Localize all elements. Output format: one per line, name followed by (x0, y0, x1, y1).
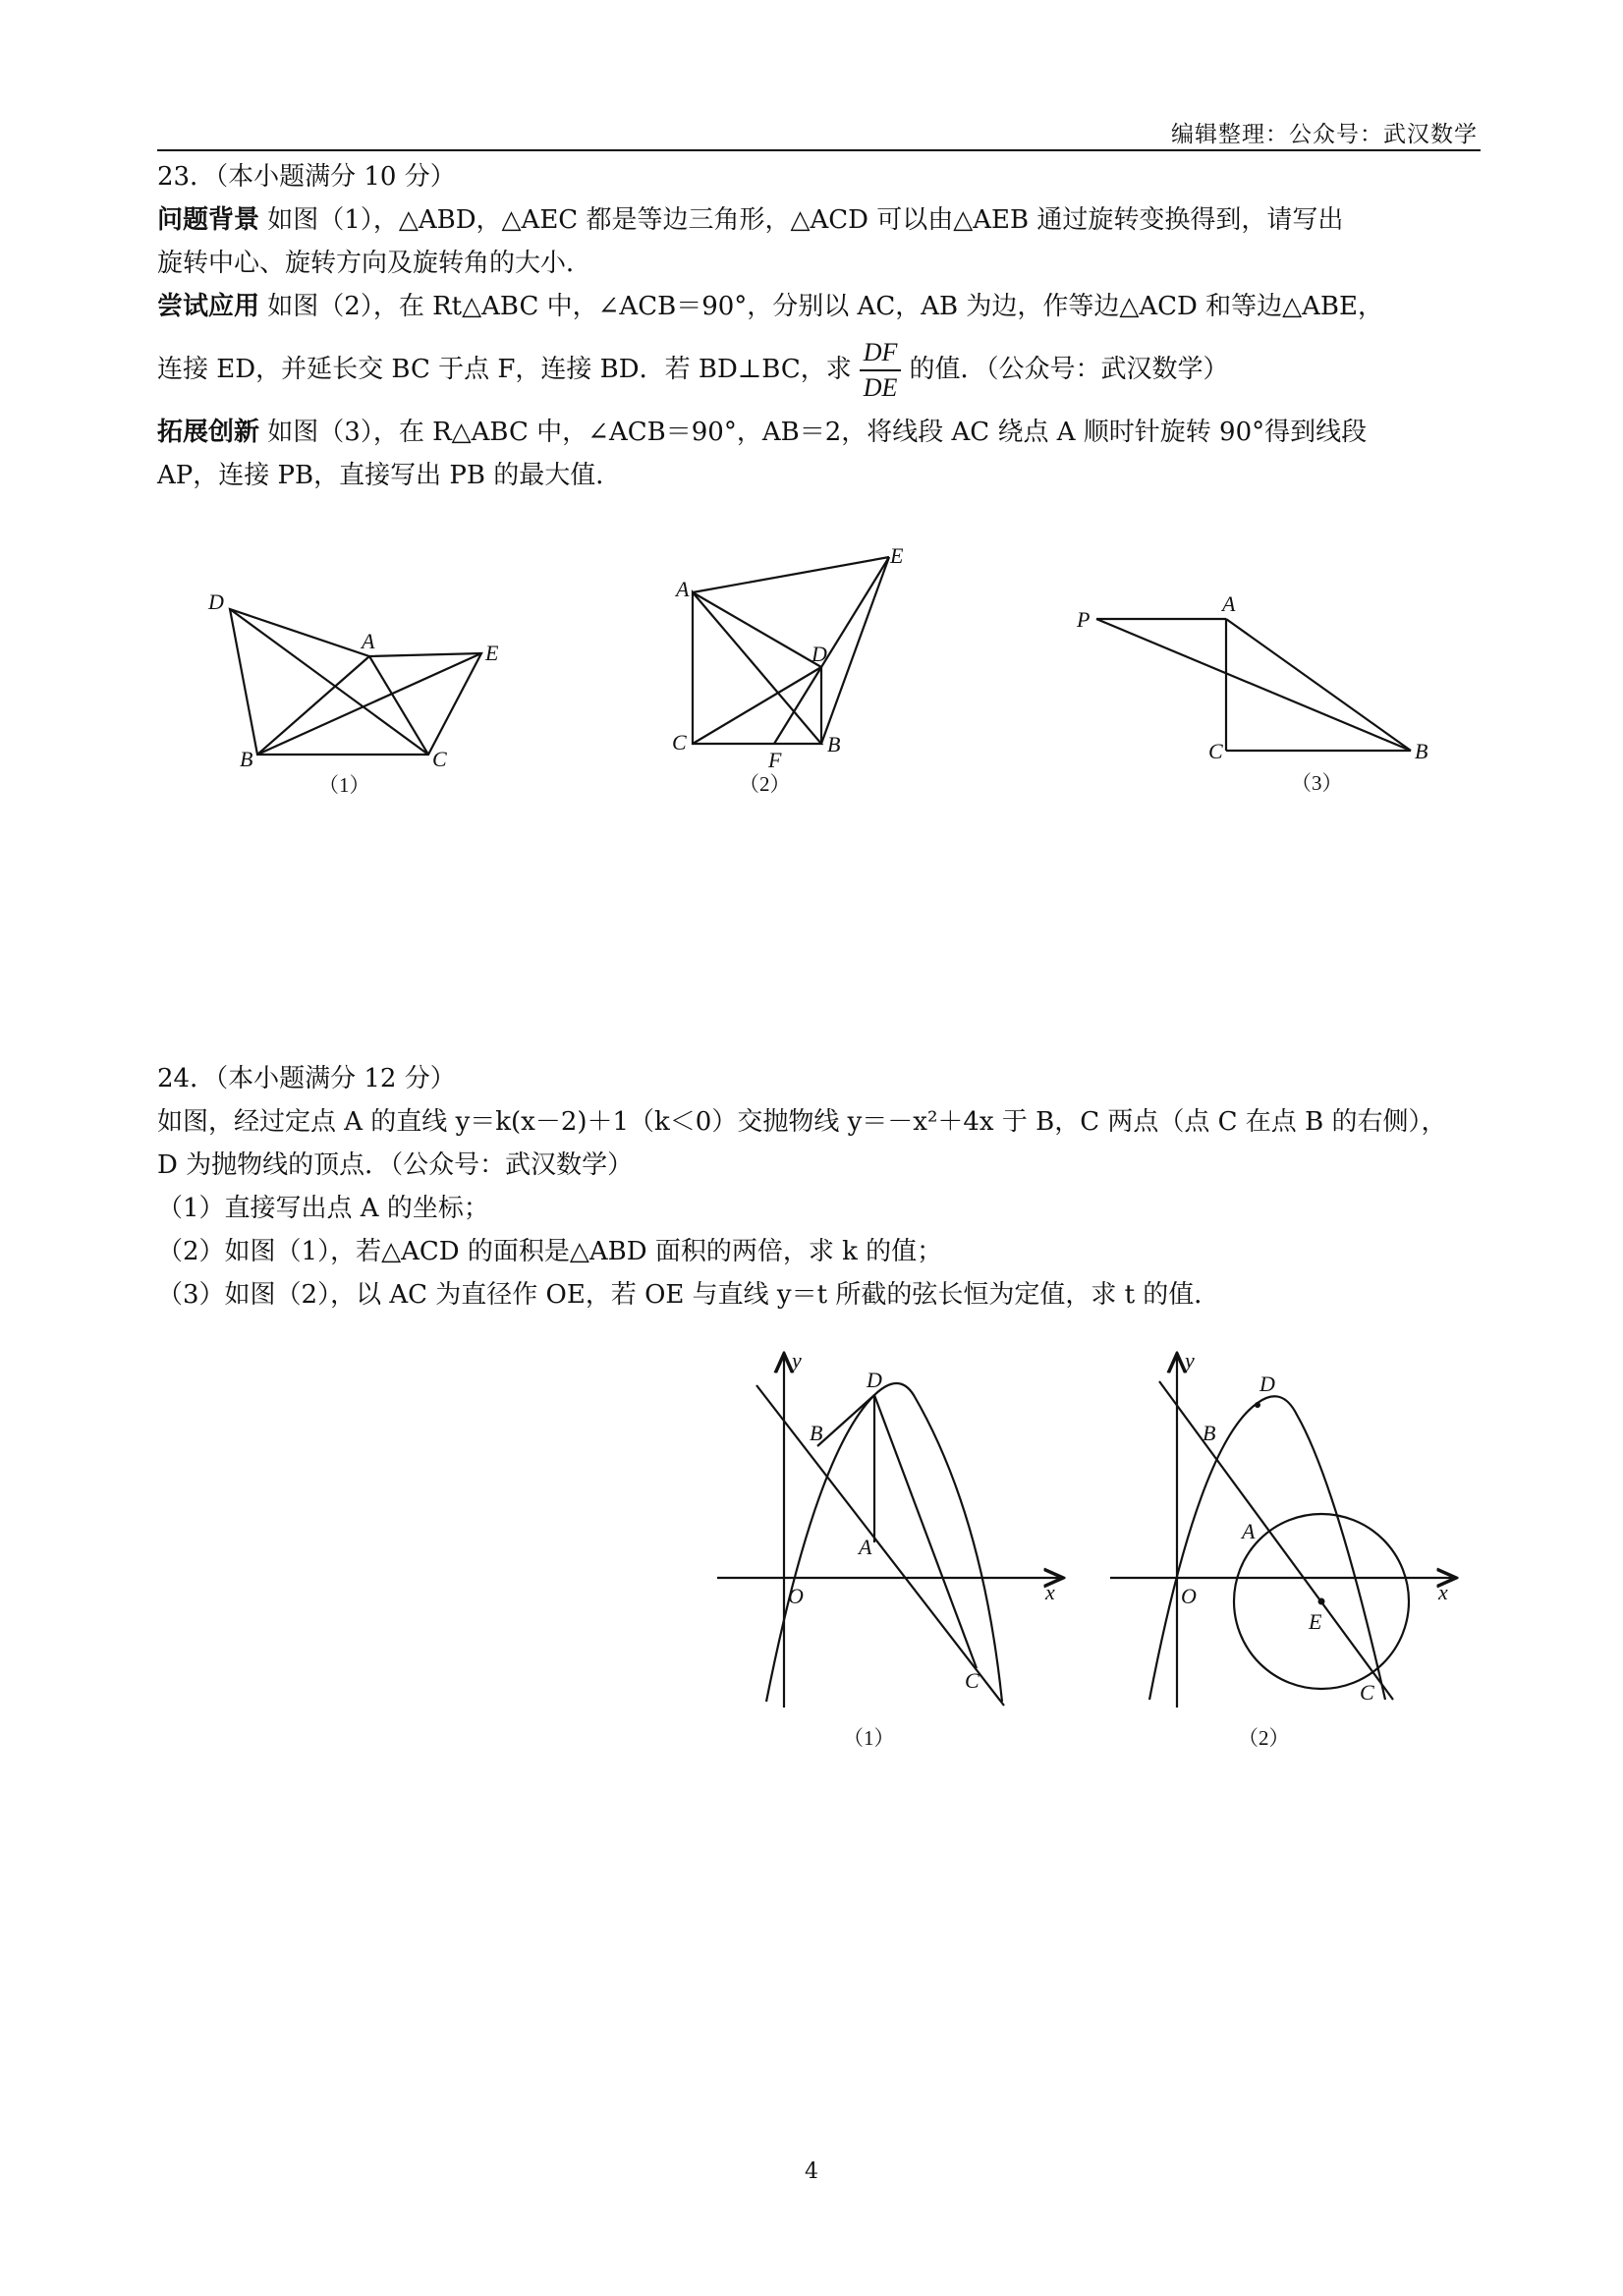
fig24-2-label-b: B (1203, 1421, 1216, 1445)
fig24-1-label-o: O (788, 1584, 804, 1608)
q23-figure-2 (658, 535, 923, 801)
fig2-label-e: E (890, 543, 904, 568)
fig3-label-p: P (1077, 607, 1091, 632)
fraction-denominator: DE (863, 373, 898, 402)
q24-text2: D 为抛物线的顶点．（公众号：武汉数学） (157, 1150, 634, 1180)
question-24 (157, 1057, 1483, 1316)
fig2-lines (693, 557, 889, 744)
fig24-1-caption: （1） (843, 1726, 895, 1750)
fig24-2-label-o: O (1181, 1584, 1197, 1608)
fig24-1-label-a: A (859, 1535, 872, 1559)
q24-text1: 如图，经过定点 A 的直线 y＝k(x－2)＋1（k＜0）交抛物线 y＝－x²＋4x 于 B，C 两点（点 C 在点 B 的右侧）， (157, 1107, 1447, 1137)
q23-bg-text1: 如图（1），△ABD，△AEC 都是等边三角形，△ACD 可以由△AEB 通过旋转变换得到，请写出 (259, 205, 1344, 235)
fig2-label-a: A (676, 577, 690, 601)
fig24-1-label-b: B (810, 1421, 823, 1445)
q24-figure-1 (707, 1346, 1081, 1759)
q23-ext-text1: 如图（3），在 R△ABC 中，∠ACB＝90°，AB＝2，将线段 AC 绕点 A 顺时针旋转 90°得到线段 (259, 418, 1368, 447)
q23-bg-text2: 旋转中心、旋转方向及旋转角的大小． (157, 249, 592, 278)
fraction-df-de (860, 336, 902, 405)
q23-background-line1 (157, 198, 1483, 242)
fig24-2-label-e: E (1309, 1609, 1322, 1634)
fig2-label-c: C (672, 730, 687, 755)
q23-figure-3 (1071, 589, 1444, 801)
fig24-1-label-d: D (867, 1368, 882, 1392)
q24-title: 24．（本小题满分 12 分） (157, 1064, 456, 1093)
fig3-label-b: B (1415, 739, 1428, 763)
q24-figure-2 (1100, 1346, 1474, 1759)
fig1-lines (230, 609, 481, 755)
fig24-1-label-c: C (965, 1668, 979, 1693)
fraction-numerator: DF (860, 336, 902, 371)
q24-item2: （2）如图（1），若△ACD 的面积是△ABD 面积的两倍，求 k 的值； (157, 1237, 943, 1266)
fig2-caption: （2） (739, 772, 791, 796)
fig1-label-a: A (362, 629, 375, 653)
question-23 (157, 155, 1483, 497)
fig2-label-b: B (827, 732, 841, 756)
fig2-label-d: D (812, 642, 827, 666)
q23-try-line1 (157, 285, 1483, 328)
fig3-label-a: A (1222, 591, 1236, 616)
fig24-1-label-x: x (1045, 1580, 1055, 1604)
fig24-1-label-y: y (792, 1348, 802, 1372)
fig1-label-c: C (432, 747, 447, 771)
q23-ext-label: 拓展创新 (157, 418, 260, 447)
q23-ext-text2: AP，连接 PB，直接写出 PB 的最大值． (157, 461, 622, 490)
fig1-label-e: E (485, 641, 499, 665)
fig3-lines (1096, 619, 1411, 751)
q23-title: 23．（本小题满分 10 分） (157, 162, 456, 192)
fig24-2-label-c: C (1360, 1680, 1374, 1705)
fig1-label-b: B (240, 747, 253, 771)
header-rule (157, 149, 1481, 151)
page-header: 编辑整理：公众号：武汉数学 (1171, 122, 1478, 147)
fig1-label-d: D (208, 589, 224, 614)
fig2-label-f: F (768, 748, 782, 772)
q23-try-label: 尝试应用 (157, 292, 260, 321)
q23-try-line2 (157, 328, 1483, 411)
fig1-caption: （1） (318, 773, 370, 797)
fig3-label-c: C (1208, 739, 1223, 763)
q23-bg-label: 问题背景 (157, 205, 260, 235)
fig24-1-lines (717, 1356, 1061, 1708)
q24-item3: （3）如图（2），以 AC 为直径作 OE，若 OE 与直线 y＝t 所截的弦长恒为定值，求 t 的值． (157, 1280, 1220, 1310)
q24-item1: （1）直接写出点 A 的坐标； (157, 1194, 489, 1223)
fig24-2-label-d: D (1259, 1372, 1275, 1396)
fig24-2-center-point (1318, 1598, 1325, 1605)
q23-try-text2a: 连接 ED，并延长交 BC 于点 F，连接 BD．若 BD⊥BC，求 (157, 355, 852, 384)
fig24-2-vertex-point (1255, 1402, 1260, 1408)
fig24-2-lines (1110, 1356, 1454, 1708)
q23-figure-1 (196, 580, 531, 806)
q23-try-text2b: 的值．（公众号：武汉数学） (909, 355, 1229, 384)
fig24-2-label-y: y (1185, 1348, 1195, 1372)
page-number: 4 (805, 2159, 818, 2184)
q23-ext-line1 (157, 411, 1483, 454)
fig3-caption: （3） (1291, 771, 1343, 795)
fig24-2-label-x: x (1438, 1580, 1448, 1604)
q23-try-text1: 如图（2），在 Rt△ABC 中，∠ACB＝90°，分别以 AC，AB 为边，作等边△ACD 和等边△ABE， (259, 292, 1383, 321)
fig24-2-label-a: A (1242, 1519, 1256, 1543)
fig24-2-caption: （2） (1238, 1726, 1290, 1750)
